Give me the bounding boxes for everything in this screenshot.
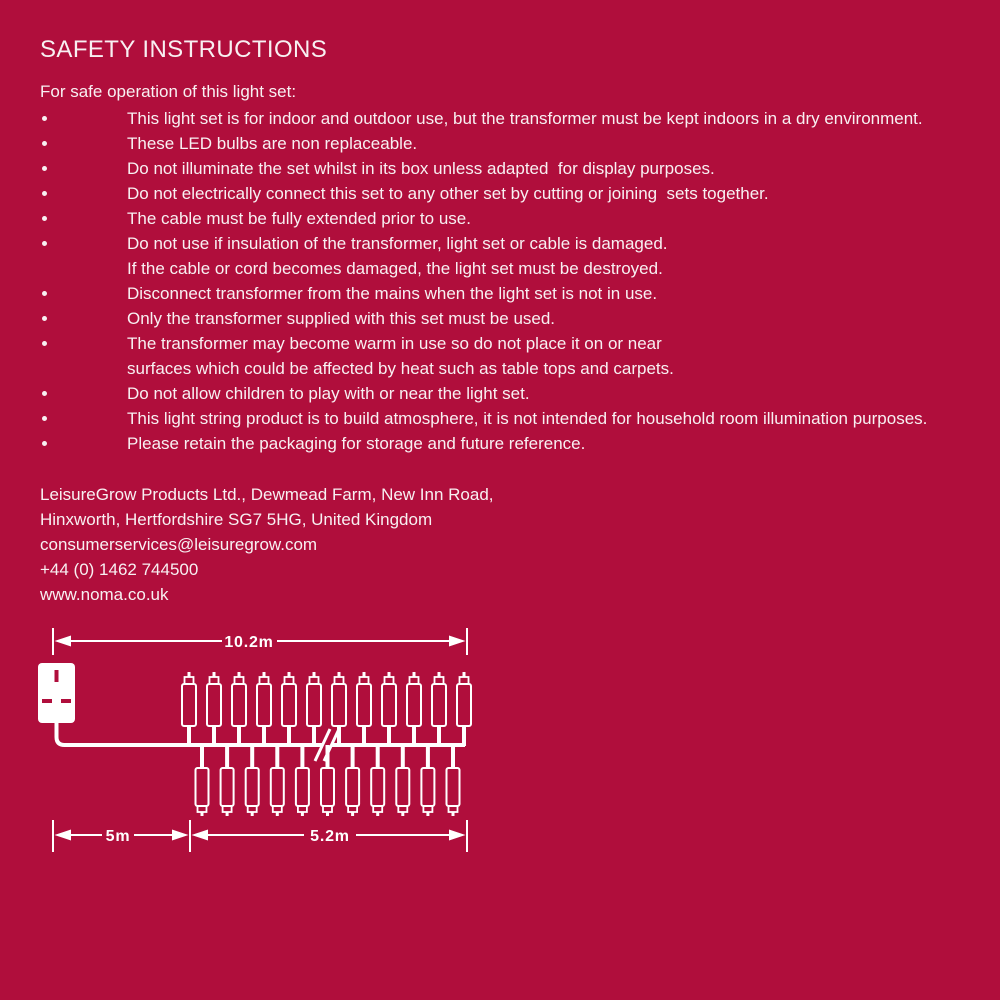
bulb-tip bbox=[301, 812, 304, 816]
bulb-body bbox=[432, 684, 446, 726]
safety-list-item bbox=[40, 356, 975, 381]
bulb-top bbox=[432, 672, 446, 746]
bulb-top bbox=[182, 672, 196, 746]
bulb-row-bottom bbox=[196, 745, 460, 816]
bullet-dot bbox=[42, 241, 47, 246]
bulb-stem bbox=[287, 726, 291, 746]
bulb-bottom bbox=[396, 745, 409, 816]
bulb-stem bbox=[412, 726, 416, 746]
bulb-stem bbox=[437, 726, 441, 746]
bulb-cap bbox=[335, 677, 344, 684]
safety-list-item-text: Only the transformer supplied with this set must be used. bbox=[127, 309, 556, 328]
bulb-stem bbox=[326, 745, 330, 768]
bulb-body bbox=[307, 684, 321, 726]
lit-length-label: 5.2m bbox=[310, 828, 350, 845]
safety-list-item-text: Do not electrically connect this set to any other set by cutting or joining sets together. bbox=[127, 184, 769, 203]
bulb-body bbox=[321, 768, 334, 806]
safety-list-item bbox=[40, 381, 975, 406]
safety-list-item bbox=[40, 181, 975, 206]
bulb-body bbox=[182, 684, 196, 726]
bulb-top bbox=[257, 672, 271, 746]
safety-list-item bbox=[40, 231, 975, 256]
bullet-dot bbox=[42, 441, 47, 446]
bulb-stem bbox=[225, 745, 229, 768]
bulb-body bbox=[382, 684, 396, 726]
bullet-dot bbox=[42, 216, 47, 221]
bulb-cap bbox=[185, 677, 194, 684]
bulb-stem bbox=[275, 745, 279, 768]
bulb-body bbox=[396, 768, 409, 806]
bulb-tip bbox=[226, 812, 229, 816]
bulb-bottom bbox=[346, 745, 359, 816]
bulb-tip bbox=[376, 812, 379, 816]
bulb-bottom bbox=[296, 745, 309, 816]
bulb-cap bbox=[435, 677, 444, 684]
bulb-stem bbox=[212, 726, 216, 746]
bullet-dot bbox=[42, 316, 47, 321]
intro-line: For safe operation of this light set: bbox=[40, 82, 297, 101]
contact-line: www.noma.co.uk bbox=[40, 585, 169, 604]
bulb-cap bbox=[360, 677, 369, 684]
bulb-top bbox=[357, 672, 371, 746]
bulb-tip bbox=[401, 812, 404, 816]
bulb-top bbox=[282, 672, 296, 746]
bulb-stem bbox=[362, 726, 366, 746]
bulb-bottom bbox=[447, 745, 460, 816]
contact-line: LeisureGrow Products Ltd., Dewmead Farm, New Inn Road, bbox=[40, 485, 494, 504]
safety-list-item bbox=[40, 256, 975, 281]
bulb-top bbox=[307, 672, 321, 746]
safety-list-item-text: This light set is for indoor and outdoor use, but the transformer must be kept indoors in a dry environment. bbox=[127, 109, 923, 128]
bulb-top bbox=[407, 672, 421, 746]
arrow-left-icon bbox=[55, 636, 72, 647]
bulb-stem bbox=[387, 726, 391, 746]
bulb-body bbox=[282, 684, 296, 726]
light-set-diagram bbox=[30, 615, 500, 870]
bulb-bottom bbox=[246, 745, 259, 816]
bulb-body bbox=[271, 768, 284, 806]
bulb-cap bbox=[285, 677, 294, 684]
bullet-dot bbox=[42, 141, 47, 146]
page-title: SAFETY INSTRUCTIONS bbox=[40, 36, 328, 63]
lead-length-dimension bbox=[53, 820, 190, 852]
bulb-body bbox=[407, 684, 421, 726]
bulb-body bbox=[357, 684, 371, 726]
safety-list-item bbox=[40, 106, 975, 131]
bulb-cap bbox=[260, 677, 269, 684]
bulb-bottom bbox=[371, 745, 384, 816]
bulb-body bbox=[196, 768, 209, 806]
total-length-label: 10.2m bbox=[224, 634, 274, 651]
safety-list-item bbox=[40, 131, 975, 156]
bulb-stem bbox=[312, 726, 316, 746]
bulb-cap bbox=[210, 677, 219, 684]
safety-list-item-text: Disconnect transformer from the mains when the light set is not in use. bbox=[127, 284, 658, 303]
bulb-stem bbox=[200, 745, 204, 768]
bulb-stem bbox=[337, 726, 341, 746]
safety-list-item bbox=[40, 206, 975, 231]
bulb-cap bbox=[310, 677, 319, 684]
bulb-body bbox=[332, 684, 346, 726]
bulb-stem bbox=[462, 726, 466, 746]
bulb-tip bbox=[326, 812, 329, 816]
safety-list-item-text: Do not use if insulation of the transformer, light set or cable is damaged. bbox=[127, 234, 668, 253]
bulb-bottom bbox=[221, 745, 234, 816]
bullet-dot bbox=[42, 116, 47, 121]
bulb-stem bbox=[351, 745, 355, 768]
safety-list-item-text: Please retain the packaging for storage and future reference. bbox=[127, 434, 586, 453]
safety-list-item-text: The cable must be fully extended prior to use. bbox=[127, 209, 471, 228]
bulb-stem bbox=[250, 745, 254, 768]
bulb-top bbox=[207, 672, 221, 746]
bulb-stem bbox=[300, 745, 304, 768]
bulb-body bbox=[371, 768, 384, 806]
safety-list-item bbox=[40, 156, 975, 181]
bulb-stem bbox=[401, 745, 405, 768]
bulb-cap bbox=[385, 677, 394, 684]
safety-list-item-text: Do not illuminate the set whilst in its box unless adapted for display purposes. bbox=[127, 159, 715, 178]
bulb-body bbox=[346, 768, 359, 806]
safety-list-item bbox=[40, 406, 975, 431]
lit-length-dimension bbox=[192, 820, 468, 852]
bullet-dot bbox=[42, 416, 47, 421]
bullet-dot bbox=[42, 166, 47, 171]
bulb-stem bbox=[237, 726, 241, 746]
bulb-body bbox=[207, 684, 221, 726]
bullet-dot bbox=[42, 191, 47, 196]
contact-line: +44 (0) 1462 744500 bbox=[40, 560, 199, 579]
arrow-left-icon bbox=[55, 830, 72, 841]
bulb-tip bbox=[201, 812, 204, 816]
safety-list-item-text: The transformer may become warm in use so do not place it on or near bbox=[127, 334, 662, 353]
plug-neutral-pin-slot bbox=[61, 699, 71, 703]
bulb-body bbox=[221, 768, 234, 806]
bulb-cap bbox=[410, 677, 419, 684]
bulb-tip bbox=[452, 812, 455, 816]
safety-list-item-text: This light string product is to build atmosphere, it is not intended for household room illumination purposes. bbox=[127, 409, 928, 428]
bullet-dot bbox=[42, 391, 47, 396]
bulb-body bbox=[421, 768, 434, 806]
bulb-stem bbox=[426, 745, 430, 768]
bulb-stem bbox=[262, 726, 266, 746]
bulb-tip bbox=[251, 812, 254, 816]
plug-earth-pin-slot bbox=[55, 670, 59, 682]
plug-icon bbox=[38, 663, 75, 723]
bulb-cap bbox=[460, 677, 469, 684]
plug-live-pin-slot bbox=[42, 699, 52, 703]
bulb-top bbox=[457, 672, 471, 746]
bulb-tip bbox=[351, 812, 354, 816]
contact-line: consumerservices@leisuregrow.com bbox=[40, 535, 318, 554]
lead-length-label: 5m bbox=[105, 828, 131, 845]
bulb-stem bbox=[187, 726, 191, 746]
contact-block bbox=[40, 482, 494, 607]
bulb-bottom bbox=[196, 745, 209, 816]
bulb-body bbox=[447, 768, 460, 806]
bulb-top bbox=[382, 672, 396, 746]
safety-list bbox=[40, 106, 975, 456]
safety-list-item-text: Do not allow children to play with or near the light set. bbox=[127, 384, 530, 403]
arrow-right-icon bbox=[449, 830, 466, 841]
bulb-body bbox=[232, 684, 246, 726]
safety-list-item bbox=[40, 431, 975, 456]
bulb-top bbox=[232, 672, 246, 746]
bulb-bottom bbox=[421, 745, 434, 816]
bulb-body bbox=[246, 768, 259, 806]
bullet-dot bbox=[42, 291, 47, 296]
bulb-body bbox=[296, 768, 309, 806]
bulb-stem bbox=[451, 745, 455, 768]
safety-list-item bbox=[40, 306, 975, 331]
total-length-dimension bbox=[53, 628, 467, 655]
safety-list-item bbox=[40, 331, 975, 356]
bulb-tip bbox=[276, 812, 279, 816]
safety-list-item bbox=[40, 281, 975, 306]
bulb-body bbox=[457, 684, 471, 726]
contact-line: Hinxworth, Hertfordshire SG7 5HG, United Kingdom bbox=[40, 510, 433, 529]
bulb-bottom bbox=[271, 745, 284, 816]
bullet-dot bbox=[42, 341, 47, 346]
arrow-left-icon bbox=[192, 830, 209, 841]
arrow-right-icon bbox=[172, 830, 189, 841]
bulb-cap bbox=[235, 677, 244, 684]
bulb-body bbox=[257, 684, 271, 726]
bulb-stem bbox=[376, 745, 380, 768]
safety-list-item-text: If the cable or cord becomes damaged, the light set must be destroyed. bbox=[127, 259, 663, 278]
arrow-right-icon bbox=[449, 636, 466, 647]
safety-list-item-text: These LED bulbs are non replaceable. bbox=[127, 134, 418, 153]
bulb-tip bbox=[426, 812, 429, 816]
safety-list-item-text: surfaces which could be affected by heat such as table tops and carpets. bbox=[127, 359, 674, 378]
